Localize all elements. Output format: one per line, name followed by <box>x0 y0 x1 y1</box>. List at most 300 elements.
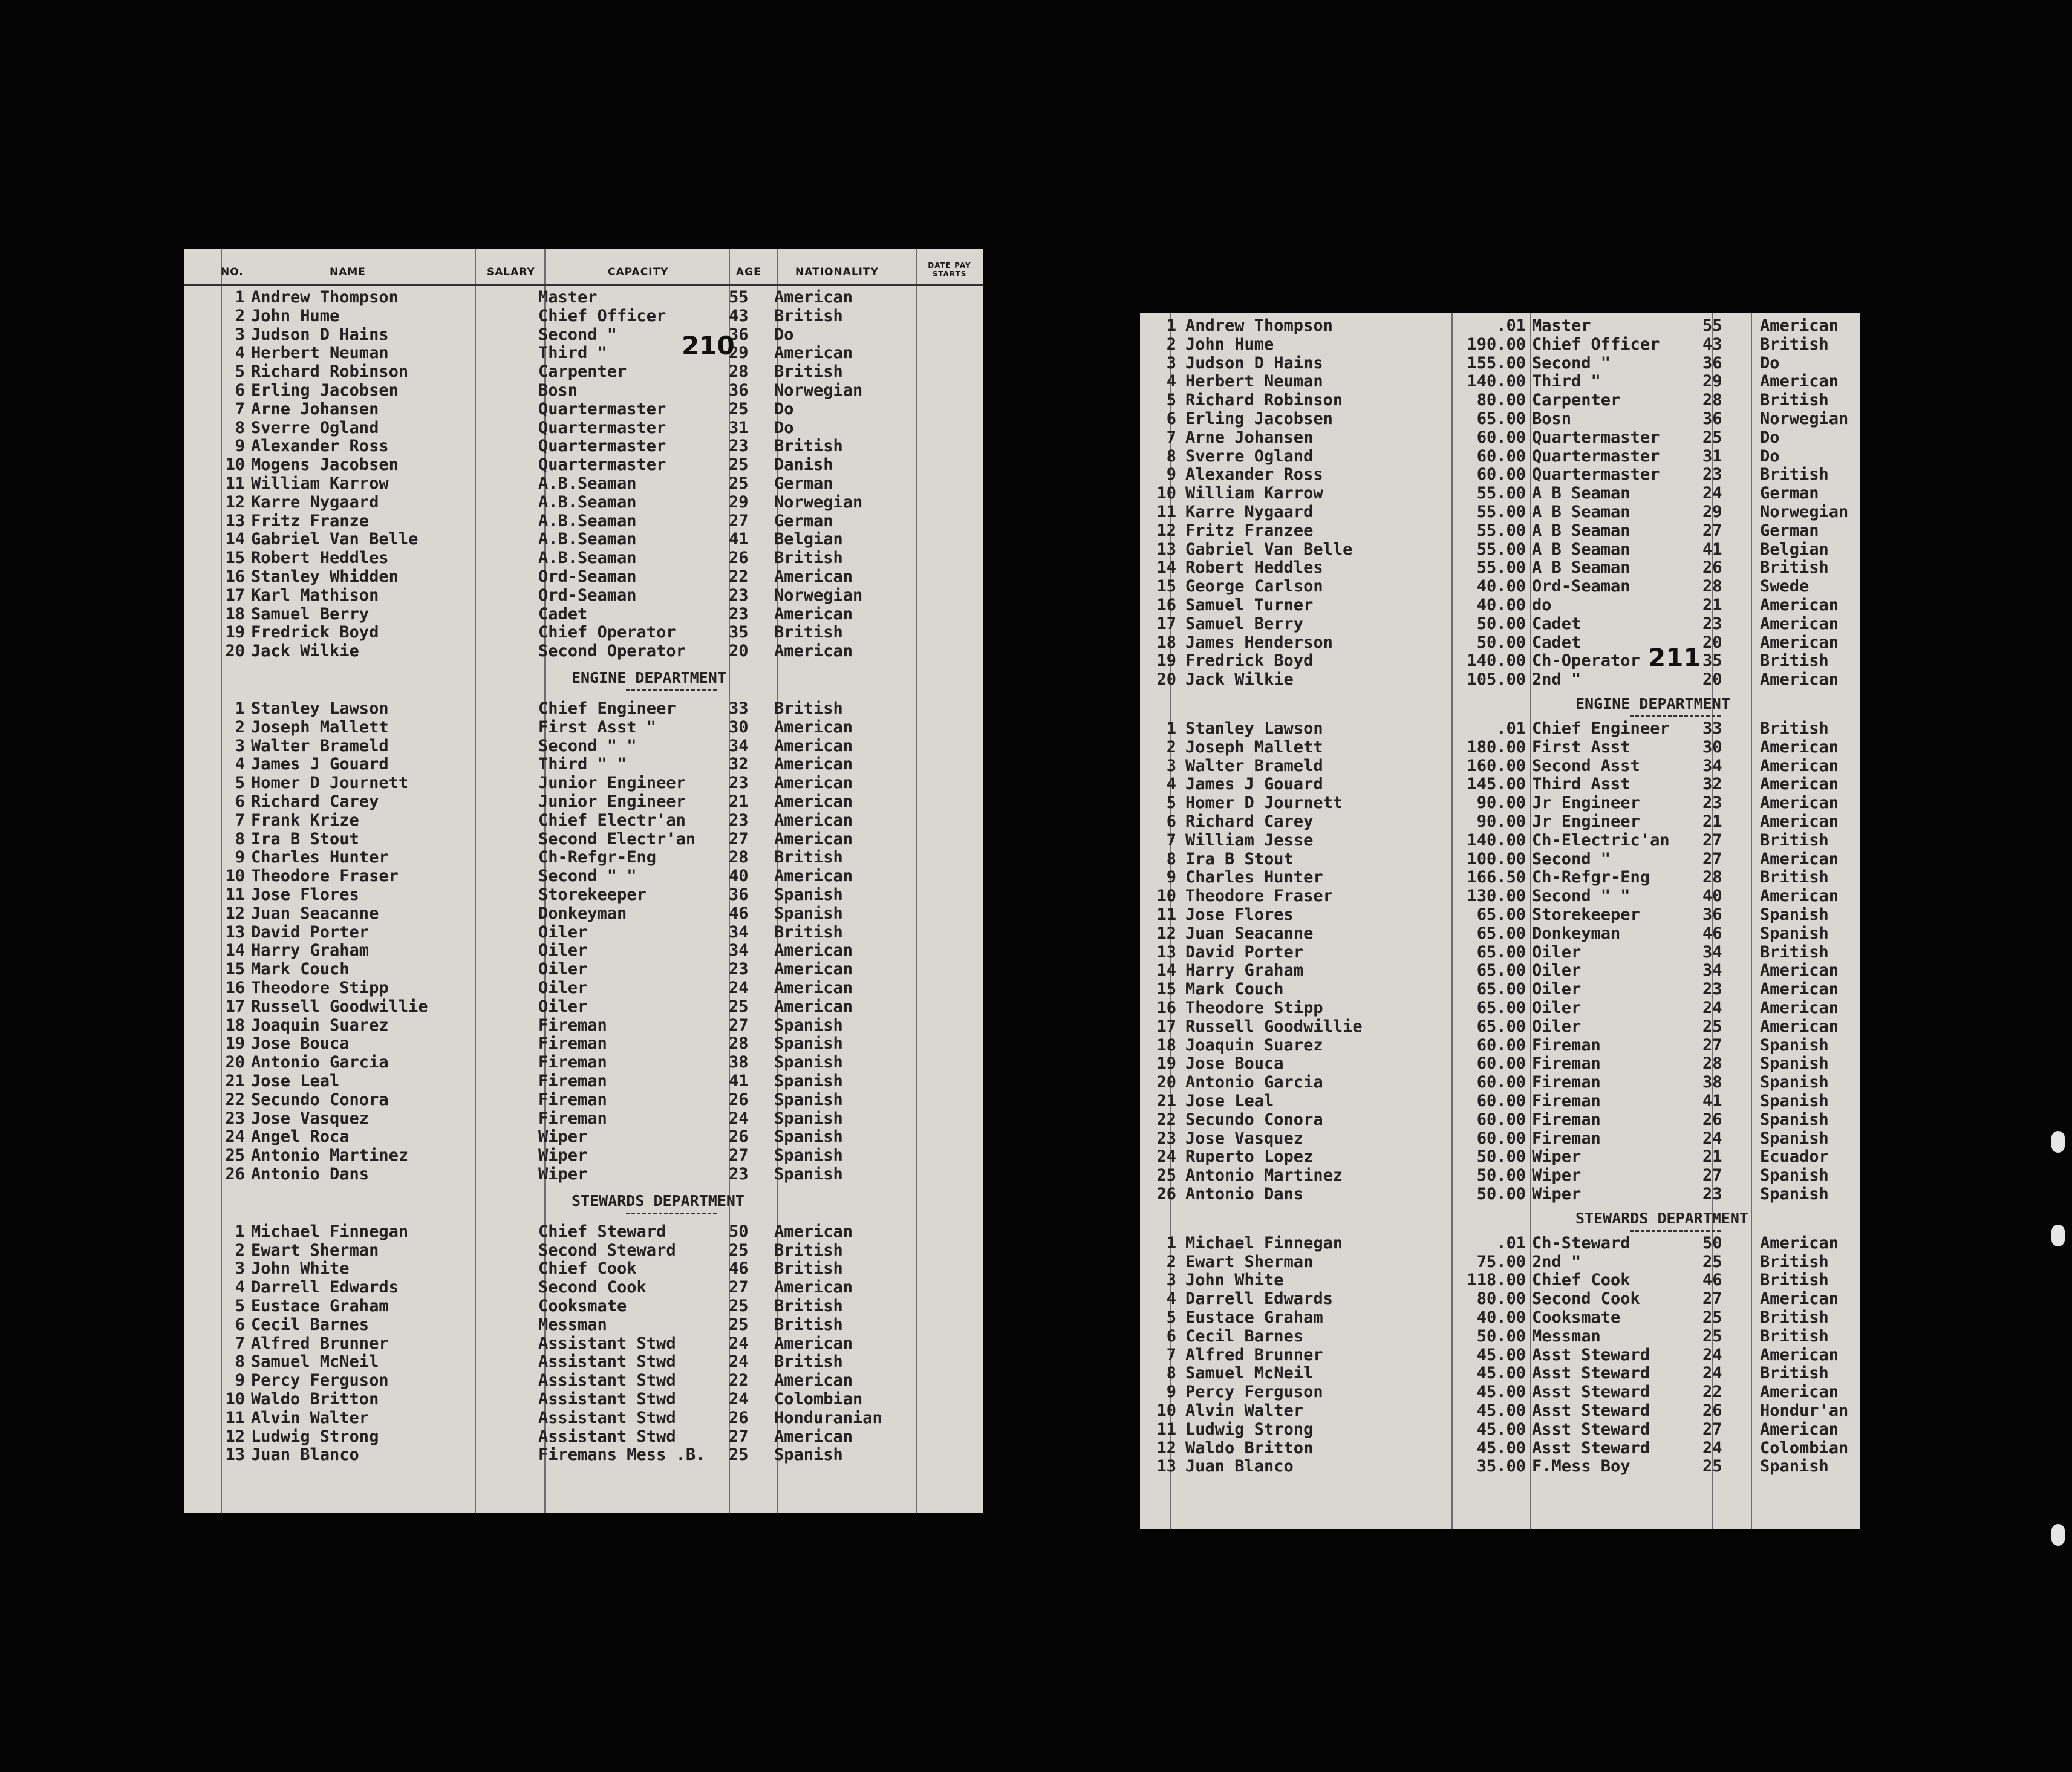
salary: 80.00 <box>1476 391 1526 410</box>
table-row <box>1140 447 1860 466</box>
nationality: Colombian <box>774 1390 863 1409</box>
crew-name: Eustace Graham <box>1185 1308 1323 1327</box>
table-row <box>184 904 983 923</box>
crew-name: Antonio Dans <box>251 1165 370 1184</box>
salary: 60.00 <box>1476 1129 1526 1148</box>
age: 28 <box>729 1034 749 1054</box>
salary: 118.00 <box>1467 1271 1526 1290</box>
age: 34 <box>729 736 749 755</box>
nationality: British <box>1760 1326 1829 1346</box>
capacity: Assistant Stwd <box>538 1334 676 1353</box>
salary: 50.00 <box>1476 1326 1526 1346</box>
nationality: British <box>1760 334 1829 354</box>
crew-name: Darrell Edwards <box>251 1278 399 1297</box>
capacity: Oiler <box>538 979 588 997</box>
age: 26 <box>729 1408 749 1427</box>
row-number: 9 <box>235 848 245 867</box>
capacity: First Asst <box>1532 737 1631 757</box>
crew-name: Erling Jacobsen <box>251 381 399 400</box>
section-underline <box>626 1213 717 1214</box>
nationality: Spanish <box>1760 923 1829 943</box>
capacity: Asst Steward <box>1532 1401 1650 1420</box>
age: 55 <box>729 288 749 307</box>
capacity: Oiler <box>538 922 588 942</box>
salary: 65.00 <box>1476 980 1526 999</box>
nationality: American <box>774 867 853 886</box>
table-row <box>184 960 983 979</box>
age: 23 <box>1702 980 1722 999</box>
punch-hole <box>2051 1524 2065 1546</box>
row-number: 3 <box>1166 1271 1176 1290</box>
row-number: 16 <box>1156 998 1176 1017</box>
row-number: 4 <box>235 1278 245 1297</box>
age: 23 <box>1702 465 1722 484</box>
row-number: 20 <box>225 1053 245 1072</box>
table-row <box>1140 1401 1860 1420</box>
capacity: Fireman <box>1532 1035 1601 1055</box>
nationality: British <box>774 1240 843 1260</box>
table-row <box>184 1053 983 1072</box>
capacity: Wiper <box>1532 1166 1582 1185</box>
salary: 140.00 <box>1467 372 1526 391</box>
capacity: Bosn <box>1532 409 1572 428</box>
table-row <box>184 1445 983 1464</box>
age: 27 <box>1702 521 1722 540</box>
row-number: 10 <box>1156 484 1176 503</box>
age: 26 <box>1702 558 1722 578</box>
age: 33 <box>729 699 749 718</box>
table-row <box>184 455 983 474</box>
nationality: American <box>1760 793 1839 813</box>
crew-name: Jose Leal <box>251 1072 340 1090</box>
row-number: 23 <box>1156 1129 1176 1148</box>
crew-name: Herbert Neuman <box>251 344 389 363</box>
nationality: Hondur'an <box>1760 1401 1849 1420</box>
capacity: Second Cook <box>538 1278 647 1297</box>
table-row <box>184 1259 983 1278</box>
age: 24 <box>1702 1129 1722 1148</box>
age: 24 <box>1702 998 1722 1017</box>
table-row <box>1140 868 1860 887</box>
nationality: American <box>774 288 853 307</box>
age: 28 <box>729 848 749 867</box>
row-number: 6 <box>235 381 245 400</box>
table-row <box>1140 1289 1860 1308</box>
age: 26 <box>1702 1110 1722 1129</box>
nationality: Spanish <box>1760 1054 1829 1073</box>
capacity: 2nd " <box>1532 670 1582 689</box>
row-number: 6 <box>1166 812 1176 831</box>
age: 40 <box>729 867 749 886</box>
crew-name: Theodore Fraser <box>1185 887 1333 906</box>
nationality: Do <box>774 325 794 344</box>
crew-name: Ewart Sherman <box>1185 1252 1314 1271</box>
row-number: 7 <box>235 810 245 830</box>
capacity: Quartermaster <box>1532 428 1660 447</box>
row-number: 26 <box>1156 1185 1176 1204</box>
row-number: 19 <box>1156 1054 1176 1073</box>
nationality: British <box>774 362 843 382</box>
capacity: Asst Steward <box>1532 1419 1650 1439</box>
age: 36 <box>729 885 749 904</box>
crew-name: Ludwig Strong <box>1185 1419 1314 1439</box>
capacity: Messman <box>1532 1326 1601 1346</box>
row-number: 16 <box>1156 596 1176 614</box>
table-row <box>1140 719 1860 738</box>
table-row <box>184 923 983 942</box>
nationality: American <box>1760 316 1839 335</box>
table-row <box>1140 1147 1860 1166</box>
nationality: Spanish <box>1760 1092 1829 1110</box>
salary: 65.00 <box>1476 409 1526 428</box>
age: 36 <box>729 381 749 400</box>
capacity: Second " <box>538 325 617 344</box>
nationality: Ecuador <box>1760 1147 1829 1167</box>
capacity: Carpenter <box>538 362 627 382</box>
row-number: 8 <box>235 418 245 437</box>
crew-name: Joaquin Suarez <box>251 1015 389 1035</box>
table-row <box>1140 1457 1860 1476</box>
crew-name: Antonio Garcia <box>1185 1073 1323 1092</box>
table-row <box>1140 998 1860 1017</box>
age: 24 <box>1702 1438 1722 1458</box>
crew-name: Fredrick Boyd <box>251 623 379 642</box>
capacity: Oiler <box>538 941 588 960</box>
section-underline <box>626 689 717 691</box>
nationality: Spanish <box>774 1090 843 1109</box>
page-number-handwritten: 210 <box>682 331 735 360</box>
age: 27 <box>1702 849 1722 868</box>
nationality: American <box>1760 756 1839 775</box>
table-row <box>1140 831 1860 850</box>
nationality: British <box>774 306 843 325</box>
crew-name: Angel Roca <box>251 1127 350 1147</box>
row-number: 13 <box>225 511 245 530</box>
row-number: 11 <box>225 885 245 904</box>
crew-name: Alfred Brunner <box>251 1334 389 1353</box>
row-number: 5 <box>1166 391 1176 410</box>
age: 38 <box>1702 1073 1722 1092</box>
age: 23 <box>1702 1185 1722 1204</box>
age: 27 <box>1702 830 1722 850</box>
capacity: Ord-Seaman <box>538 567 637 586</box>
crew-name: Juan Seacanne <box>251 904 379 923</box>
nationality: American <box>774 755 853 774</box>
age: 20 <box>1702 633 1722 652</box>
row-number: 15 <box>1156 980 1176 999</box>
table-row <box>1140 409 1860 428</box>
age: 43 <box>729 306 749 325</box>
nationality: British <box>1760 1252 1829 1271</box>
table-row <box>1140 1420 1860 1439</box>
salary: 80.00 <box>1476 1289 1526 1309</box>
row-number: 17 <box>225 997 245 1016</box>
table-row <box>184 381 983 400</box>
crew-name: John White <box>251 1259 350 1279</box>
salary: 55.00 <box>1476 503 1526 521</box>
nationality: British <box>1760 868 1829 887</box>
table-row <box>1140 1054 1860 1073</box>
row-number: 2 <box>1166 1252 1176 1271</box>
section-title: ENGINE DEPARTMENT <box>1575 695 1730 712</box>
age: 33 <box>1702 719 1722 738</box>
table-row <box>1140 1364 1860 1383</box>
table-row <box>1140 1092 1860 1110</box>
capacity: Asst Steward <box>1532 1364 1650 1383</box>
row-number: 19 <box>225 1034 245 1054</box>
capacity: Wiper <box>538 1146 588 1165</box>
nationality: Spanish <box>774 1015 843 1035</box>
capacity: A B Seaman <box>1532 484 1631 503</box>
salary: 60.00 <box>1476 465 1526 484</box>
table-row <box>1140 372 1860 391</box>
salary: 45.00 <box>1476 1419 1526 1439</box>
salary: 190.00 <box>1467 334 1526 354</box>
nationality: Spanish <box>1760 1110 1829 1129</box>
nationality: British <box>1760 465 1829 484</box>
nationality: British <box>774 922 843 942</box>
header-age: AGE <box>736 266 761 278</box>
nationality: American <box>774 997 853 1016</box>
table-row <box>184 493 983 512</box>
capacity: A.B.Seaman <box>538 530 637 549</box>
crew-name: Cecil Barnes <box>1185 1326 1304 1346</box>
age: 27 <box>729 829 749 849</box>
age: 36 <box>729 325 749 344</box>
nationality: American <box>774 736 853 755</box>
crew-name: Waldo Britton <box>1185 1438 1314 1458</box>
row-number: 18 <box>225 1015 245 1035</box>
capacity: Assistant Stwd <box>538 1371 676 1390</box>
row-number: 4 <box>1166 1289 1176 1309</box>
crew-name: David Porter <box>1185 942 1304 962</box>
table-row <box>184 1109 983 1128</box>
age: 26 <box>729 1090 749 1109</box>
crew-name: Ira B Stout <box>251 829 359 849</box>
salary: 140.00 <box>1467 830 1526 850</box>
age: 50 <box>729 1222 749 1241</box>
crew-name: Juan Blanco <box>1185 1457 1294 1476</box>
age: 26 <box>729 1127 749 1147</box>
nationality: German <box>774 511 833 530</box>
nationality: Colombian <box>1760 1438 1849 1458</box>
nationality: American <box>774 642 853 661</box>
salary: 60.00 <box>1476 428 1526 447</box>
section-underline <box>1630 715 1721 717</box>
table-row <box>1140 1308 1860 1327</box>
capacity: 2nd " <box>1532 1252 1582 1271</box>
nationality: Spanish <box>774 1072 843 1090</box>
salary: 145.00 <box>1467 775 1526 794</box>
crew-name: Walter Brameld <box>251 736 389 755</box>
row-number: 7 <box>1166 1345 1176 1364</box>
nationality: Spanish <box>1760 1073 1829 1092</box>
table-row <box>1140 1346 1860 1364</box>
crew-name: Stanley Lawson <box>251 699 389 718</box>
table-row <box>184 1090 983 1109</box>
table-row <box>184 979 983 997</box>
crew-name: Alvin Walter <box>1185 1401 1304 1420</box>
age: 29 <box>1702 372 1722 391</box>
nationality: British <box>1760 719 1829 738</box>
row-number: 8 <box>235 829 245 849</box>
capacity: Chief Cook <box>538 1259 637 1279</box>
nationality: American <box>1760 372 1839 391</box>
row-number: 10 <box>1156 1401 1176 1420</box>
row-number: 21 <box>1156 1092 1176 1110</box>
capacity: Fireman <box>538 1072 607 1090</box>
capacity: do <box>1532 596 1552 614</box>
row-number: 2 <box>235 717 245 737</box>
table-row <box>184 1427 983 1446</box>
crew-name: Ruperto Lopez <box>1185 1147 1314 1167</box>
salary: 50.00 <box>1476 614 1526 633</box>
nationality: German <box>1760 521 1819 540</box>
crew-name: Jose Leal <box>1185 1092 1274 1110</box>
nationality: American <box>1760 1017 1839 1036</box>
crew-name: Alfred Brunner <box>1185 1345 1323 1364</box>
crew-name: James J Gouard <box>251 755 389 774</box>
row-number: 11 <box>1156 905 1176 924</box>
age: 23 <box>729 810 749 830</box>
age: 50 <box>1702 1233 1722 1252</box>
nationality: British <box>774 1315 843 1334</box>
crew-name: Ewart Sherman <box>251 1240 379 1260</box>
table-row <box>1140 651 1860 670</box>
age: 55 <box>1702 316 1722 335</box>
nationality: American <box>1760 596 1839 614</box>
row-number: 15 <box>225 960 245 979</box>
row-number: 6 <box>1166 1326 1176 1346</box>
capacity: Master <box>1532 316 1591 335</box>
row-number: 7 <box>235 399 245 419</box>
age: 21 <box>1702 596 1722 614</box>
salary: 65.00 <box>1476 1017 1526 1036</box>
capacity: Second " <box>1532 849 1611 868</box>
age: 28 <box>1702 1054 1722 1073</box>
page-number-handwritten: 211 <box>1648 643 1701 673</box>
crew-name: Judson D Hains <box>251 325 389 344</box>
table-row <box>1140 465 1860 484</box>
crew-name: Russell Goodwillie <box>1185 1017 1363 1036</box>
nationality: American <box>774 604 853 624</box>
crew-name: George Carlson <box>1185 577 1323 596</box>
age: 34 <box>729 922 749 942</box>
capacity: F.Mess Boy <box>1532 1457 1631 1476</box>
capacity: Fireman <box>538 1090 607 1109</box>
age: 25 <box>1702 1457 1722 1476</box>
nationality: Spanish <box>774 1146 843 1165</box>
salary: 166.50 <box>1467 868 1526 887</box>
capacity: A B Seaman <box>1532 558 1631 578</box>
row-number: 5 <box>1166 1308 1176 1327</box>
capacity: Cadet <box>1532 633 1582 652</box>
nationality: American <box>1760 1345 1839 1364</box>
header-date-pay: DATE PAY STARTS <box>928 261 971 278</box>
nationality: American <box>774 960 853 979</box>
crew-name: William Jesse <box>1185 830 1314 850</box>
nationality: British <box>1760 830 1829 850</box>
row-number: 1 <box>1166 316 1176 335</box>
table-row <box>1140 391 1860 409</box>
nationality: Do <box>774 418 794 437</box>
table-row <box>184 1315 983 1334</box>
table-row <box>1140 428 1860 447</box>
row-number: 17 <box>1156 1017 1176 1036</box>
crew-name: Karre Nygaard <box>1185 503 1314 521</box>
row-number: 7 <box>1166 428 1176 447</box>
table-row <box>184 1390 983 1409</box>
age: 25 <box>1702 1308 1722 1327</box>
salary: 45.00 <box>1476 1401 1526 1420</box>
salary: 90.00 <box>1476 793 1526 813</box>
nationality: British <box>1760 1364 1829 1383</box>
table-row <box>184 1297 983 1315</box>
nationality: American <box>774 344 853 363</box>
age: 41 <box>1702 1092 1722 1110</box>
capacity: A.B.Seaman <box>538 474 637 493</box>
row-number: 4 <box>235 344 245 363</box>
crew-name: Richard Robinson <box>1185 391 1343 410</box>
age: 32 <box>729 755 749 774</box>
crew-name: Robert Heddles <box>251 549 389 568</box>
salary: 105.00 <box>1467 670 1526 689</box>
table-row <box>1140 757 1860 775</box>
age: 23 <box>1702 793 1722 813</box>
table-row <box>184 586 983 605</box>
age: 40 <box>1702 887 1722 906</box>
crew-name: Karl Mathison <box>251 585 379 605</box>
age: 27 <box>1702 1289 1722 1309</box>
capacity: Chief Steward <box>538 1222 666 1241</box>
age: 21 <box>729 792 749 811</box>
salary: 90.00 <box>1476 812 1526 831</box>
capacity: Ch-Electric'an <box>1532 830 1670 850</box>
age: 25 <box>729 474 749 493</box>
row-number: 5 <box>235 774 245 793</box>
age: 34 <box>729 941 749 960</box>
salary: 50.00 <box>1476 1147 1526 1167</box>
table-row <box>1140 775 1860 793</box>
table-row <box>1140 484 1860 503</box>
capacity: Donkeyman <box>538 904 627 923</box>
section-underline <box>1630 1230 1721 1232</box>
salary: 50.00 <box>1476 1185 1526 1204</box>
crew-name: Gabriel Van Belle <box>1185 539 1353 559</box>
table-row <box>1140 812 1860 831</box>
crew-name: Jack Wilkie <box>1185 670 1294 689</box>
age: 26 <box>1702 1401 1722 1420</box>
row-number: 13 <box>225 1445 245 1465</box>
row-number: 24 <box>1156 1147 1176 1167</box>
nationality: American <box>774 774 853 793</box>
crew-name: Erling Jacobsen <box>1185 409 1333 428</box>
table-row <box>1140 670 1860 689</box>
table-row <box>184 792 983 811</box>
crew-name: Joaquin Suarez <box>1185 1035 1323 1055</box>
capacity: Chief Operator <box>538 623 676 642</box>
age: 32 <box>1702 775 1722 794</box>
row-number: 4 <box>1166 775 1176 794</box>
capacity: A.B.Seaman <box>538 549 637 568</box>
age: 23 <box>729 1165 749 1184</box>
row-number: 2 <box>1166 737 1176 757</box>
capacity: Junior Engineer <box>538 774 686 793</box>
capacity: Cooksmate <box>538 1297 627 1315</box>
nationality: Norwegian <box>774 492 863 512</box>
capacity: Third " " <box>538 755 627 774</box>
age: 24 <box>1702 1364 1722 1383</box>
